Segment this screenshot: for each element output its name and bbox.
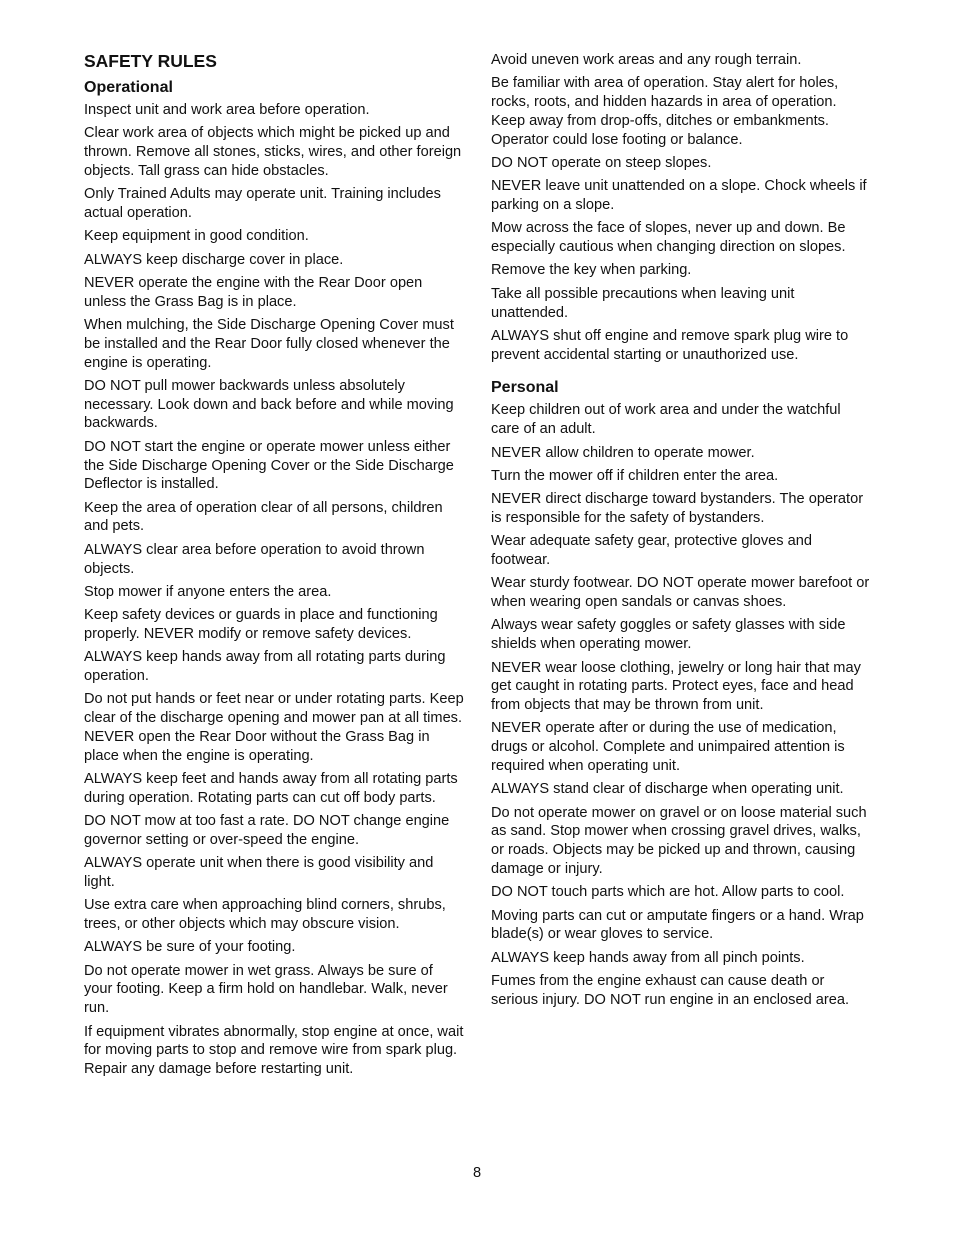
rule-paragraph: ALWAYS be sure of your footing. bbox=[84, 939, 296, 956]
section-title: SAFETY RULES bbox=[84, 51, 217, 71]
rule-paragraph: If equipment vibrates abnormally, stop engine at once, wait for moving parts to stop and remove wire from spark plug. Repair any damage before restarting unit. bbox=[84, 1023, 464, 1078]
rule-paragraph: Moving parts can cut or amputate fingers or a hand. Wrap blade(s) or wear gloves to service. bbox=[491, 907, 864, 943]
rule-paragraph: NEVER direct discharge toward bystanders. The operator is responsible for the safety of bystanders. bbox=[491, 491, 864, 526]
rule-paragraph: Keep children out of work area and under the watchful care of an adult. bbox=[491, 402, 841, 438]
page-number: 8 bbox=[472, 1165, 482, 1181]
rule-paragraph: ALWAYS keep discharge cover in place. bbox=[84, 251, 344, 268]
rule-paragraph: Do not operate mower in wet grass. Always be sure of your footing. Keep a firm hold on handlebar. Walk, never run. bbox=[84, 962, 448, 1017]
rule-paragraph: DO NOT mow at too fast a rate. DO NOT change engine governor setting or over-speed the engine. bbox=[84, 813, 450, 848]
rule-paragraph: Do not operate mower on gravel or on loose material such as sand. Stop mower when crossing gravel drives, walks, or roads. Objects may be picked up and thrown, causing damage or injury. bbox=[491, 804, 867, 877]
rule-paragraph: Remove the key when parking. bbox=[491, 262, 692, 279]
rule-paragraph: Clear work area of objects which might be picked up and thrown. Remove all stones, sticks, wires, and other foreign objects. Tall grass can hide obstacles. bbox=[84, 125, 462, 179]
rule-paragraph: NEVER operate after or during the use of medication, drugs or alcohol. Complete and unimpaired attention is required when operating unit. bbox=[491, 720, 845, 774]
rule-paragraph: Always wear safety goggles or safety glasses with side shields when operating mower. bbox=[491, 617, 846, 653]
operational-rules-list bbox=[84, 101, 464, 1079]
rule-paragraph: Turn the mower off if children enter the area. bbox=[491, 467, 779, 484]
rule-paragraph: NEVER operate the engine with the Rear Door open unless the Grass Bag is in place. bbox=[84, 274, 423, 310]
rule-paragraph: NEVER leave unit unattended on a slope. Chock wheels if parking on a slope. bbox=[491, 178, 867, 214]
rule-paragraph: Wear adequate safety gear, protective gloves and footwear. bbox=[491, 533, 812, 569]
rule-paragraph: Avoid uneven work areas and any rough terrain. bbox=[491, 52, 802, 68]
rule-paragraph: ALWAYS stand clear of discharge when operating unit. bbox=[491, 781, 844, 798]
rule-paragraph: Keep equipment in good condition. bbox=[84, 228, 309, 245]
rule-paragraph: ALWAYS clear area before operation to avoid thrown objects. bbox=[84, 541, 425, 577]
rule-paragraph: When mulching, the Side Discharge Opening Cover must be installed and the Rear Door fully closed whenever the engine is operating. bbox=[84, 316, 454, 371]
personal-heading: Personal bbox=[491, 379, 559, 397]
rule-paragraph: ALWAYS operate unit when there is good visibility and light. bbox=[84, 855, 434, 890]
rule-paragraph: DO NOT start the engine or operate mower unless either the Side Discharge Opening Cover or the Side Discharge Deflector is installed. bbox=[84, 438, 454, 493]
rule-paragraph: DO NOT operate on steep slopes. bbox=[491, 154, 712, 171]
rule-paragraph: Inspect unit and work area before operation. bbox=[84, 102, 370, 118]
rule-paragraph: ALWAYS keep hands away from all rotating parts during operation. bbox=[84, 649, 446, 685]
personal-rules-list bbox=[491, 401, 873, 1009]
rule-paragraph: ALWAYS shut off engine and remove spark plug wire to prevent accidental starting or unauthorized use. bbox=[491, 327, 849, 363]
right-column bbox=[491, 51, 873, 1014]
rule-paragraph: DO NOT touch parts which are hot. Allow parts to cool. bbox=[491, 884, 845, 901]
rule-paragraph: Stop mower if anyone enters the area. bbox=[84, 583, 332, 600]
rule-paragraph: Mow across the face of slopes, never up and down. Be especially cautious when changing direction on slopes. bbox=[491, 220, 846, 256]
operational-heading: Operational bbox=[84, 79, 173, 96]
rule-paragraph: Only Trained Adults may operate unit. Training includes actual operation. bbox=[84, 186, 441, 221]
rule-paragraph: NEVER wear loose clothing, jewelry or long hair that may get caught in rotating parts. Protect eyes, face and head from objects that may be thrown from unit. bbox=[491, 659, 861, 714]
rule-paragraph: NEVER allow children to operate mower. bbox=[491, 444, 755, 461]
rule-paragraph: Keep the area of operation clear of all persons, children and pets. bbox=[84, 499, 443, 535]
rule-paragraph: ALWAYS keep hands away from all pinch points. bbox=[491, 949, 805, 966]
rule-paragraph: Wear sturdy footwear. DO NOT operate mower barefoot or when wearing open sandals or canvas shoes. bbox=[491, 575, 870, 611]
rule-paragraph: Be familiar with area of operation. Stay alert for holes, rocks, roots, and hidden hazards in area of operation. Keep away from drop-offs, ditches or embankments. Operator could lose footing or balance. bbox=[491, 75, 839, 148]
rule-paragraph: Fumes from the engine exhaust can cause death or serious injury. DO NOT run engine in an enclosed area. bbox=[491, 972, 850, 1008]
rule-paragraph: Keep safety devices or guards in place and functioning properly. NEVER modify or remove safety devices. bbox=[84, 607, 438, 642]
rule-paragraph: Do not put hands or feet near or under rotating parts. Keep clear of the discharge opening and mower pan at all times. NEVER open the Rear Door without the Grass Bag in place when the engine is operating. bbox=[84, 691, 464, 764]
rule-paragraph: Take all possible precautions when leaving unit unattended. bbox=[491, 285, 795, 321]
left-column bbox=[84, 50, 464, 1083]
rule-paragraph: Use extra care when approaching blind corners, shrubs, trees, or other objects which may obscure vision. bbox=[84, 897, 446, 933]
operational-rules-continued bbox=[491, 51, 873, 364]
rule-paragraph: ALWAYS keep feet and hands away from all rotating parts during operation. Rotating parts can cut off body parts. bbox=[84, 771, 458, 806]
rule-paragraph: DO NOT pull mower backwards unless absolutely necessary. Look down and back before and while moving backwards. bbox=[84, 377, 454, 432]
